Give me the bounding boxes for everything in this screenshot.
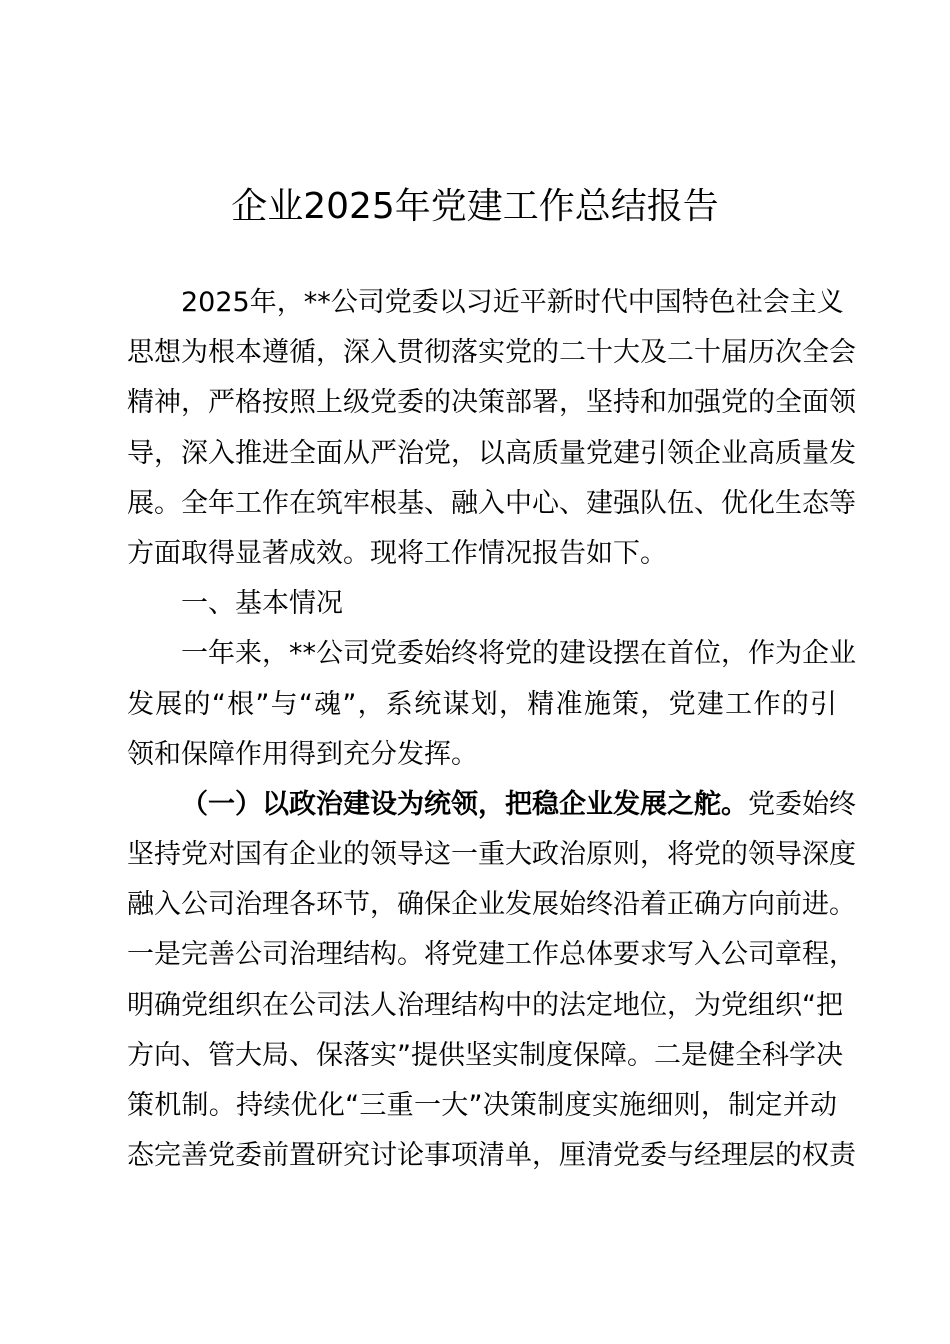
text-line: 态完善党委前置研究讨论事项清单，厘清党委与经理层的权责 — [127, 1140, 856, 1172]
text-line: 导，深入推进全面从严治党，以高质量党建引领企业高质量发 — [127, 437, 856, 469]
text-line: 融入公司治理各环节，确保企业发展始终沿着正确方向前进。 — [127, 889, 856, 921]
text-line: 明确党组织在公司法人治理结构中的法定地位，为党组织“把 — [127, 989, 843, 1021]
section-paragraph — [127, 629, 856, 780]
text-line: 领和保障作用得到充分发挥。 — [127, 738, 478, 770]
text-line: 精神，严格按照上级党委的决策部署，坚持和加强党的全面领 — [127, 387, 856, 419]
document-title: 企业2025年党建工作总结报告 — [231, 186, 719, 227]
subsection-first-line — [127, 780, 856, 830]
text-line: 策机制。持续优化“三重一大”决策制度实施细则，制定并动 — [127, 1090, 837, 1121]
intro-paragraph — [127, 278, 856, 579]
document-body — [127, 278, 856, 1181]
text-line: 2025年，**公司党委以习近平新时代中国特色社会主义 — [181, 287, 844, 318]
section-heading: 一、基本情况 — [181, 588, 343, 620]
text-line: 展。全年工作在筑牢根基、融入中心、建强队伍、优化生态等 — [127, 487, 856, 519]
subsection-heading: （一）以政治建设为统领，把稳企业发展之舵。 — [181, 788, 748, 820]
text-line: 一年来，**公司党委始终将党的建设摆在首位，作为企业 — [181, 638, 856, 670]
text-line: 一是完善公司治理结构。将党建工作总体要求写入公司章程， — [127, 939, 856, 971]
text-line: 思想为根本遵循，深入贯彻落实党的二十大及二十届历次全会 — [127, 337, 856, 369]
subsection-paragraph — [127, 780, 856, 1182]
text-line: 坚持党对国有企业的领导这一重大政治原则，将党的领导深度 — [127, 839, 856, 871]
text-line: 方面取得显著成效。现将工作情况报告如下。 — [127, 537, 667, 569]
text-run: 党委始终 — [748, 788, 856, 820]
text-line: 发展的“根”与“魂”，系统谋划，精准施策，党建工作的引 — [127, 688, 837, 720]
text-line: 方向、管大局、保落实”提供坚实制度保障。二是健全科学决 — [127, 1039, 843, 1071]
